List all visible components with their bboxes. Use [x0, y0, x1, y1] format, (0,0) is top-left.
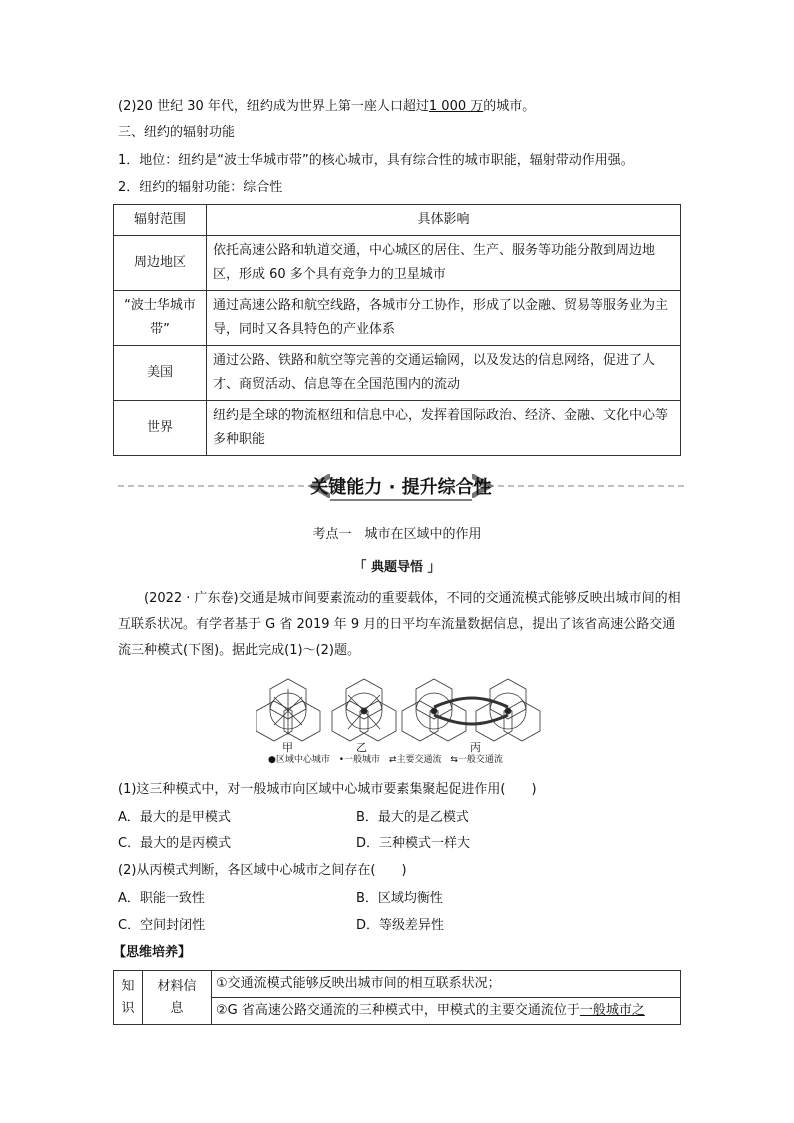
line1-underlined: 1 000 万 [428, 99, 484, 114]
hexagon-network-diagram [256, 677, 546, 747]
section-banner [118, 470, 684, 502]
figure-legend [268, 752, 503, 765]
material-label-a: 材料信 [157, 978, 197, 994]
label-jia: 甲 [282, 741, 293, 754]
scope-cell: “波士华城市带” [114, 291, 207, 346]
effect-cell: 通过公路、铁路和航空等完善的交通运输网，以及发达的信息网络，促进了人才、商贸活动、信息等在全国范围内的流动 [207, 346, 681, 401]
knowledge-label-cell [114, 971, 143, 1025]
knowledge-table [113, 970, 681, 1025]
q2-option-c: C．空间封闭性 [118, 918, 206, 933]
pattern-jia [256, 679, 320, 741]
general-flow-icon: ⇆ [450, 755, 458, 765]
table-row [114, 346, 681, 401]
banner-title: 关键能力 · 提升综合性 [310, 477, 492, 498]
scope-cell: 美国 [114, 346, 207, 401]
label-bing: 丙 [470, 741, 481, 754]
pattern-yi [332, 679, 396, 741]
knowledge-item-2 [212, 998, 681, 1025]
effect-cell: 通过高速公路和航空线路，各城市分工协作，形成了以金融、贸易等服务业为主导，同时又各具特色的产业体系 [207, 291, 681, 346]
radiation-table [113, 204, 681, 456]
knowledge-label-a: 知 [121, 978, 135, 994]
line1-end: 的城市。 [483, 99, 536, 114]
pattern-bing [402, 679, 540, 741]
traffic-flow-figure [256, 677, 546, 767]
siwei-heading: 【思维培养】 [113, 945, 192, 960]
line1-text: (2)20 世纪 30 年代，纽约成为世界上第一座人口超过 [118, 99, 429, 114]
q2-stem: (2)从丙模式判断，各区域中心城市之间存在( ) [118, 863, 407, 878]
q1-option-b: B．最大的是乙模式 [356, 810, 469, 825]
q1-option-c: C．最大的是丙模式 [118, 836, 232, 851]
legend-general-flow: 一般交通流 [457, 755, 503, 765]
scope-cell: 周边地区 [114, 236, 207, 291]
knowledge-item-2-underlined: 一般城市之 [579, 1003, 645, 1018]
item-1: 1．地位：纽约是“波士华城市带”的核心城市，具有综合性的城市职能，辐射带动作用强。 [118, 153, 634, 168]
q2-option-a: A．职能一致性 [118, 891, 205, 906]
legend-center-city: ●区域中心城市 [268, 755, 330, 765]
main-flow-icon: ⇄ [388, 755, 397, 765]
knowledge-item-2-text: ②G 省高速公路交通流的三种模式中，甲模式的主要交通流位于 [216, 1003, 580, 1018]
table-header-scope: 辐射范围 [114, 205, 207, 236]
effect-cell: 纽约是全球的物流枢纽和信息中心，发挥着国际政治、经济、金融、文化中心等多种职能 [207, 401, 681, 456]
legend-general-city: •一般城市 [338, 755, 381, 765]
q1-option-d: D．三种模式一样大 [356, 836, 471, 851]
kaodian-title: 考点一 城市在区域中的作用 [312, 527, 482, 542]
material-label-b: 息 [170, 1000, 184, 1016]
material-label-cell [143, 971, 212, 1025]
dianti-title: 「 典题导悟 」 [353, 560, 441, 575]
table-row [114, 401, 681, 456]
q1-stem: (1)这三种模式中，对一般城市向区域中心城市要素集聚起促进作用( ) [118, 782, 537, 797]
q2-option-b: B．区域均衡性 [356, 891, 443, 906]
legend-main-flow: 主要交通流 [396, 755, 442, 765]
question-paragraph: (2022 · 广东卷)交通是城市间要素流动的重要载体，不同的交通流模式能够反映出城市间的相互联系状况。有学者基于 G 省 2019 年 9 月的日平均车流量数据信息，提出了该省高速公路交通流三种模式(下图)。据此完成(1)～(2)题。 [118, 591, 681, 658]
scope-cell: 世界 [114, 401, 207, 456]
q1-option-a: A．最大的是甲模式 [118, 810, 231, 825]
knowledge-label-b: 识 [121, 1000, 135, 1016]
knowledge-item-1: ①交通流模式能够反映出城市间的相互联系状况； [212, 971, 681, 998]
table-header-row [114, 205, 681, 236]
q2-option-d: D．等级差异性 [356, 918, 445, 933]
table-row [114, 971, 681, 998]
text-line-1 [118, 97, 535, 117]
table-row [114, 291, 681, 346]
section-heading: 三、纽约的辐射功能 [118, 125, 236, 140]
item-2: 2．纽约的辐射功能：综合性 [118, 180, 283, 195]
table-header-effect: 具体影响 [207, 205, 681, 236]
label-yi: 乙 [356, 741, 367, 754]
effect-cell: 依托高速公路和轨道交通，中心城区的居住、生产、服务等功能分散到周边地区，形成 60 多个具有竞争力的卫星城市 [207, 236, 681, 291]
table-row [114, 236, 681, 291]
